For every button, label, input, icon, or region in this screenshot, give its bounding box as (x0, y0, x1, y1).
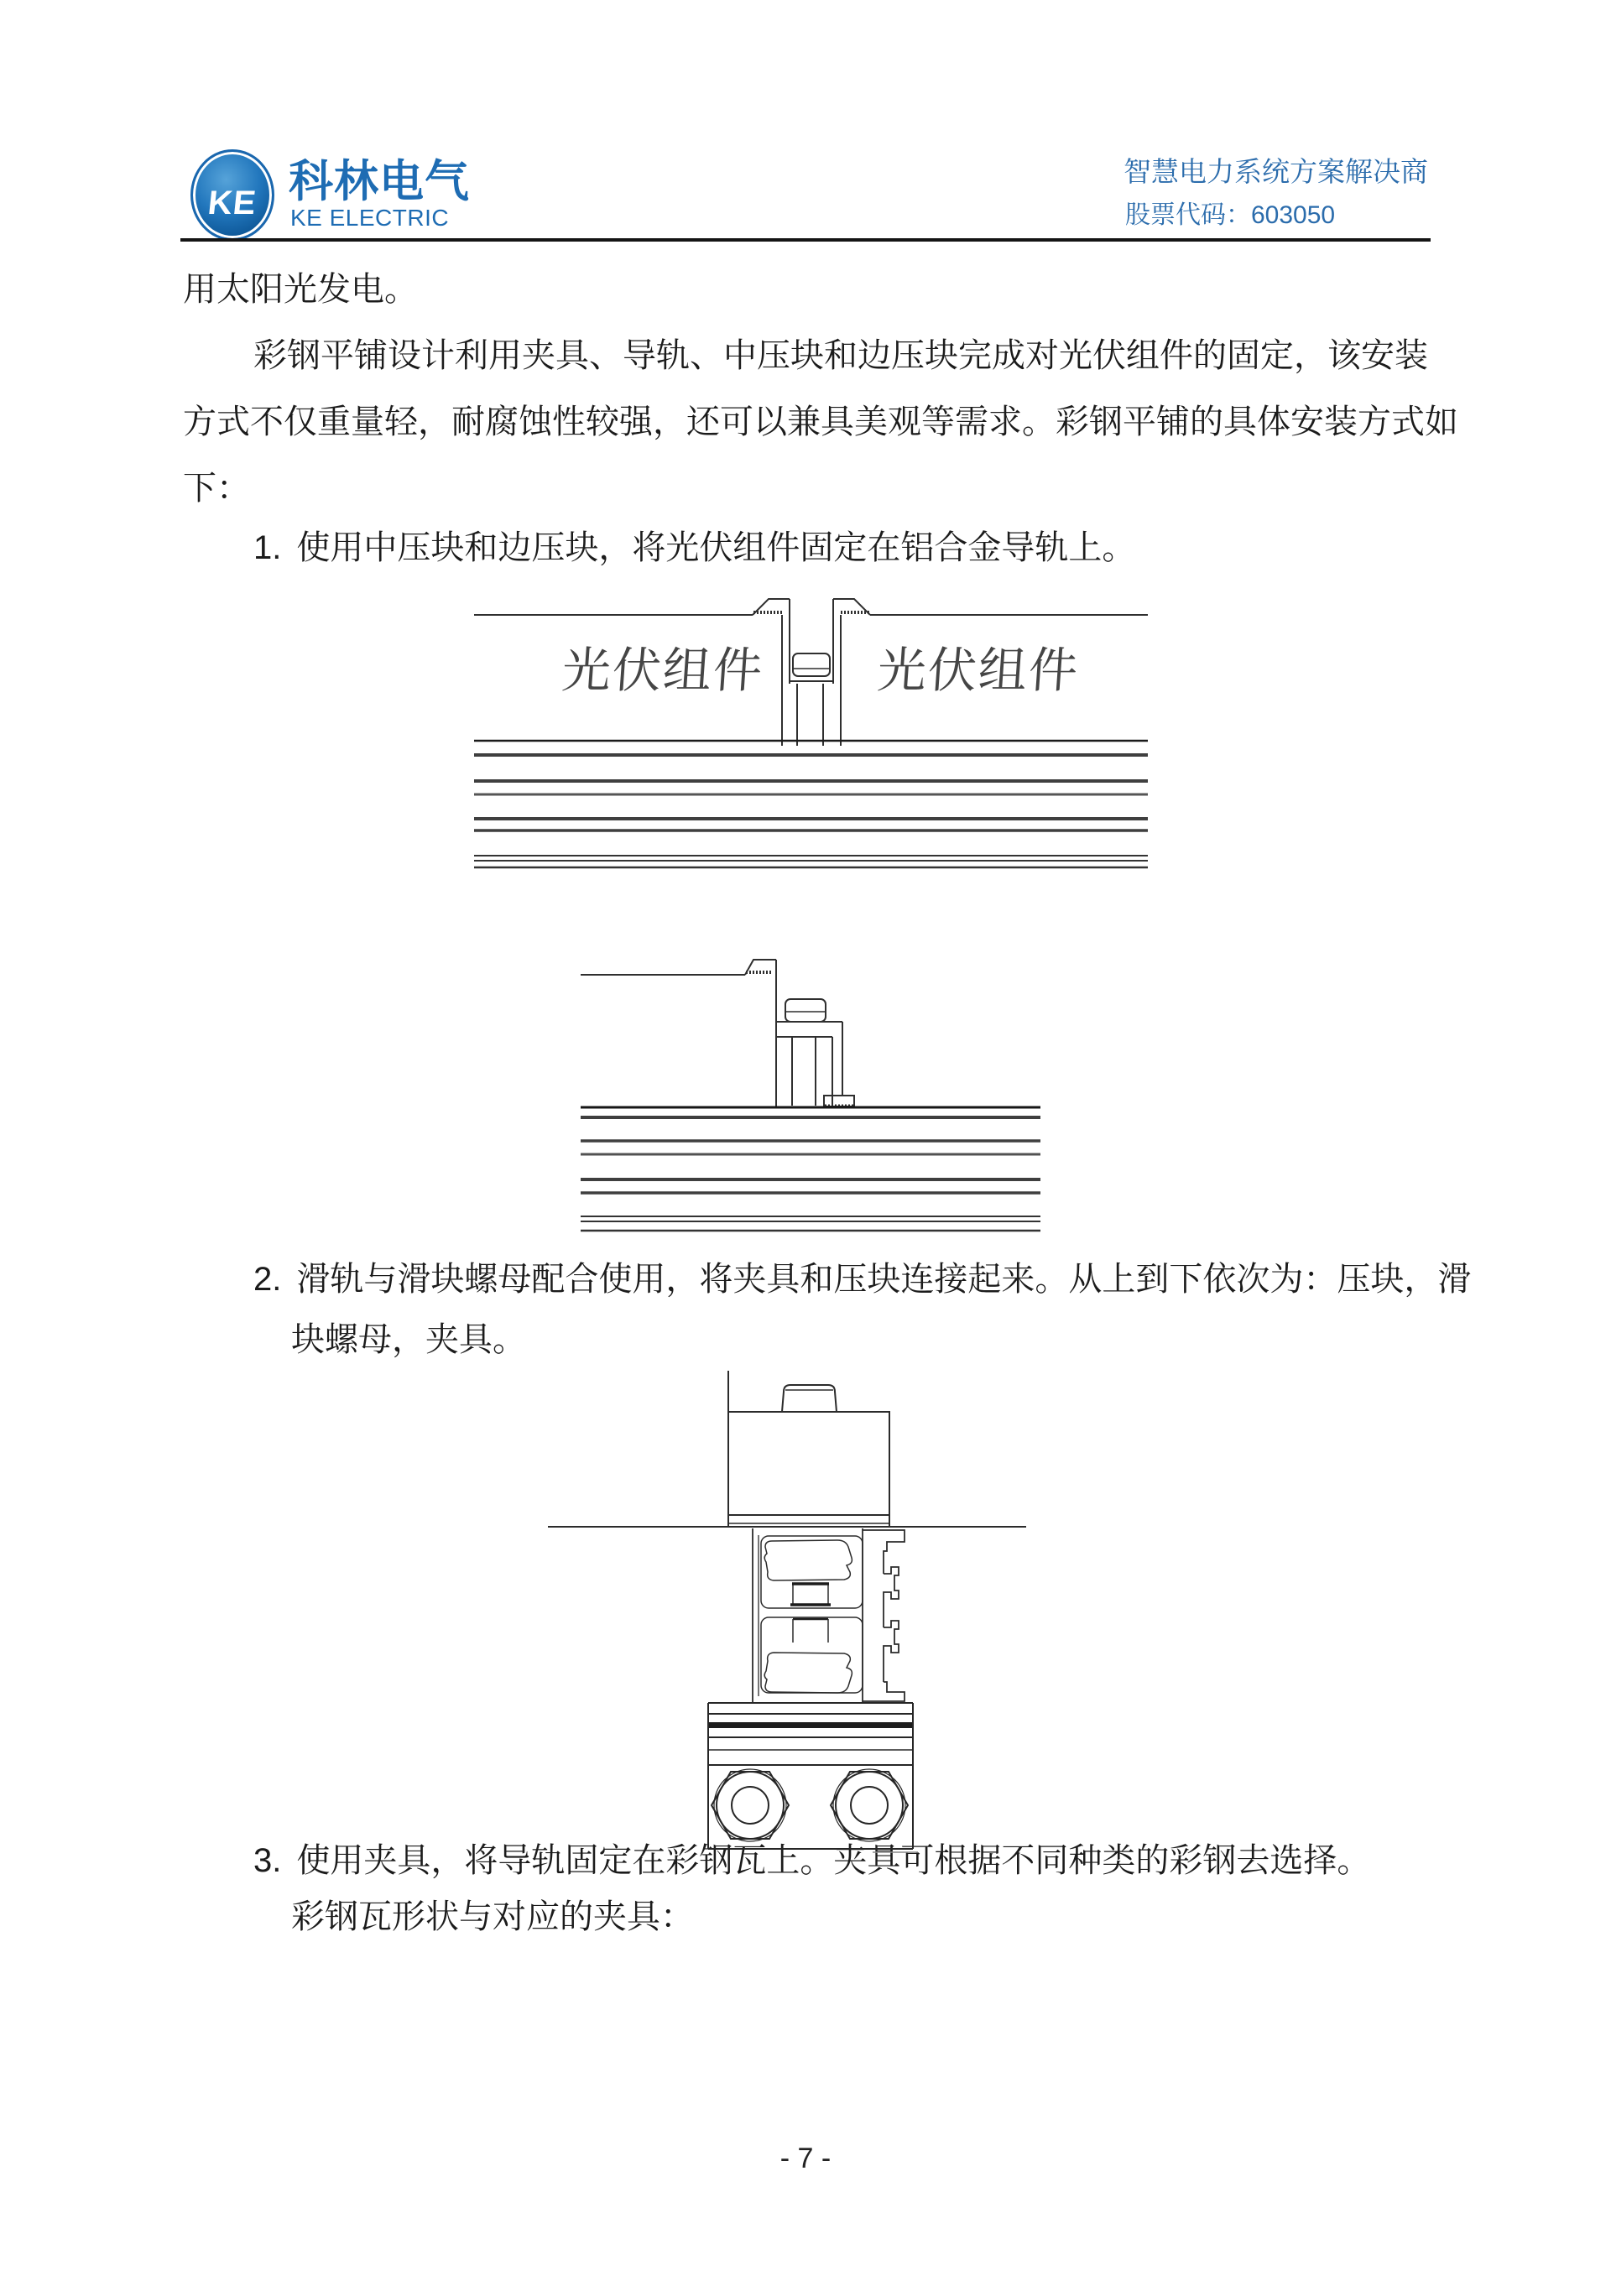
list-item-2-line-1 (253, 1259, 1471, 1299)
hex-nut-right (831, 1769, 908, 1841)
header-tagline: 智慧电力系统方案解决商 (1124, 156, 1428, 187)
company-name-cn: 科林电气 (289, 157, 470, 206)
page-number: - 7 - (779, 2142, 832, 2174)
list-item-1-number: 1. (253, 529, 282, 566)
header-divider (180, 238, 1431, 242)
pressure-block (548, 1371, 1026, 1527)
rail-layers (474, 741, 1148, 867)
diagram-clamp-assembly (520, 1359, 1057, 1862)
diagram-edge-clamp (453, 923, 1124, 1250)
paragraph-line-2: 方式不仅重量轻，耐腐蚀性较强，还可以兼具美观等需求。彩钢平铺的具体安装方式如 (183, 403, 1458, 440)
list-item-2-text-1: 滑轨与滑块螺母配合使用，将夹具和压块连接起来。从上到下依次为：压块，滑 (296, 1261, 1472, 1298)
ke-logo-mark: KE (206, 184, 259, 221)
list-item-1 (253, 528, 1135, 568)
intro-line: 用太阳光发电。 (183, 271, 418, 308)
list-item-2-number: 2. (253, 1261, 282, 1298)
ke-logo-icon (190, 149, 274, 241)
pv-module-label-right: 光伏组件 (875, 643, 1082, 698)
list-item-3-text-1: 使用夹具，将导轨固定在彩钢瓦上。夹具可根据不同种类的彩钢去选择。 (296, 1842, 1371, 1879)
company-name-en: KE ELECTRIC (290, 205, 450, 231)
diagram-mid-clamp (453, 586, 1166, 879)
stock-code: 股票代码：603050 (1125, 201, 1336, 229)
rail-cross-section (753, 1528, 905, 1703)
hex-nut-left (712, 1769, 789, 1841)
paragraph-line-1: 彩钢平铺设计利用夹具、导轨、中压块和边压块完成对光伏组件的固定，该安装 (253, 337, 1428, 374)
rail-layers (581, 1107, 1040, 1231)
list-item-3-line-2: 彩钢瓦形状与对应的夹具： (291, 1898, 694, 1935)
list-item-2-line-2: 块螺母，夹具。 (291, 1321, 526, 1358)
paragraph-line-3: 下： (183, 470, 250, 507)
edge-clamp-shape (581, 960, 854, 1107)
list-item-3-number: 3. (253, 1842, 282, 1879)
pv-module-label-left: 光伏组件 (560, 643, 766, 698)
list-item-1-text: 使用中压块和边压块，将光伏组件固定在铝合金导轨上。 (296, 529, 1136, 566)
roof-clamp (708, 1703, 918, 1852)
